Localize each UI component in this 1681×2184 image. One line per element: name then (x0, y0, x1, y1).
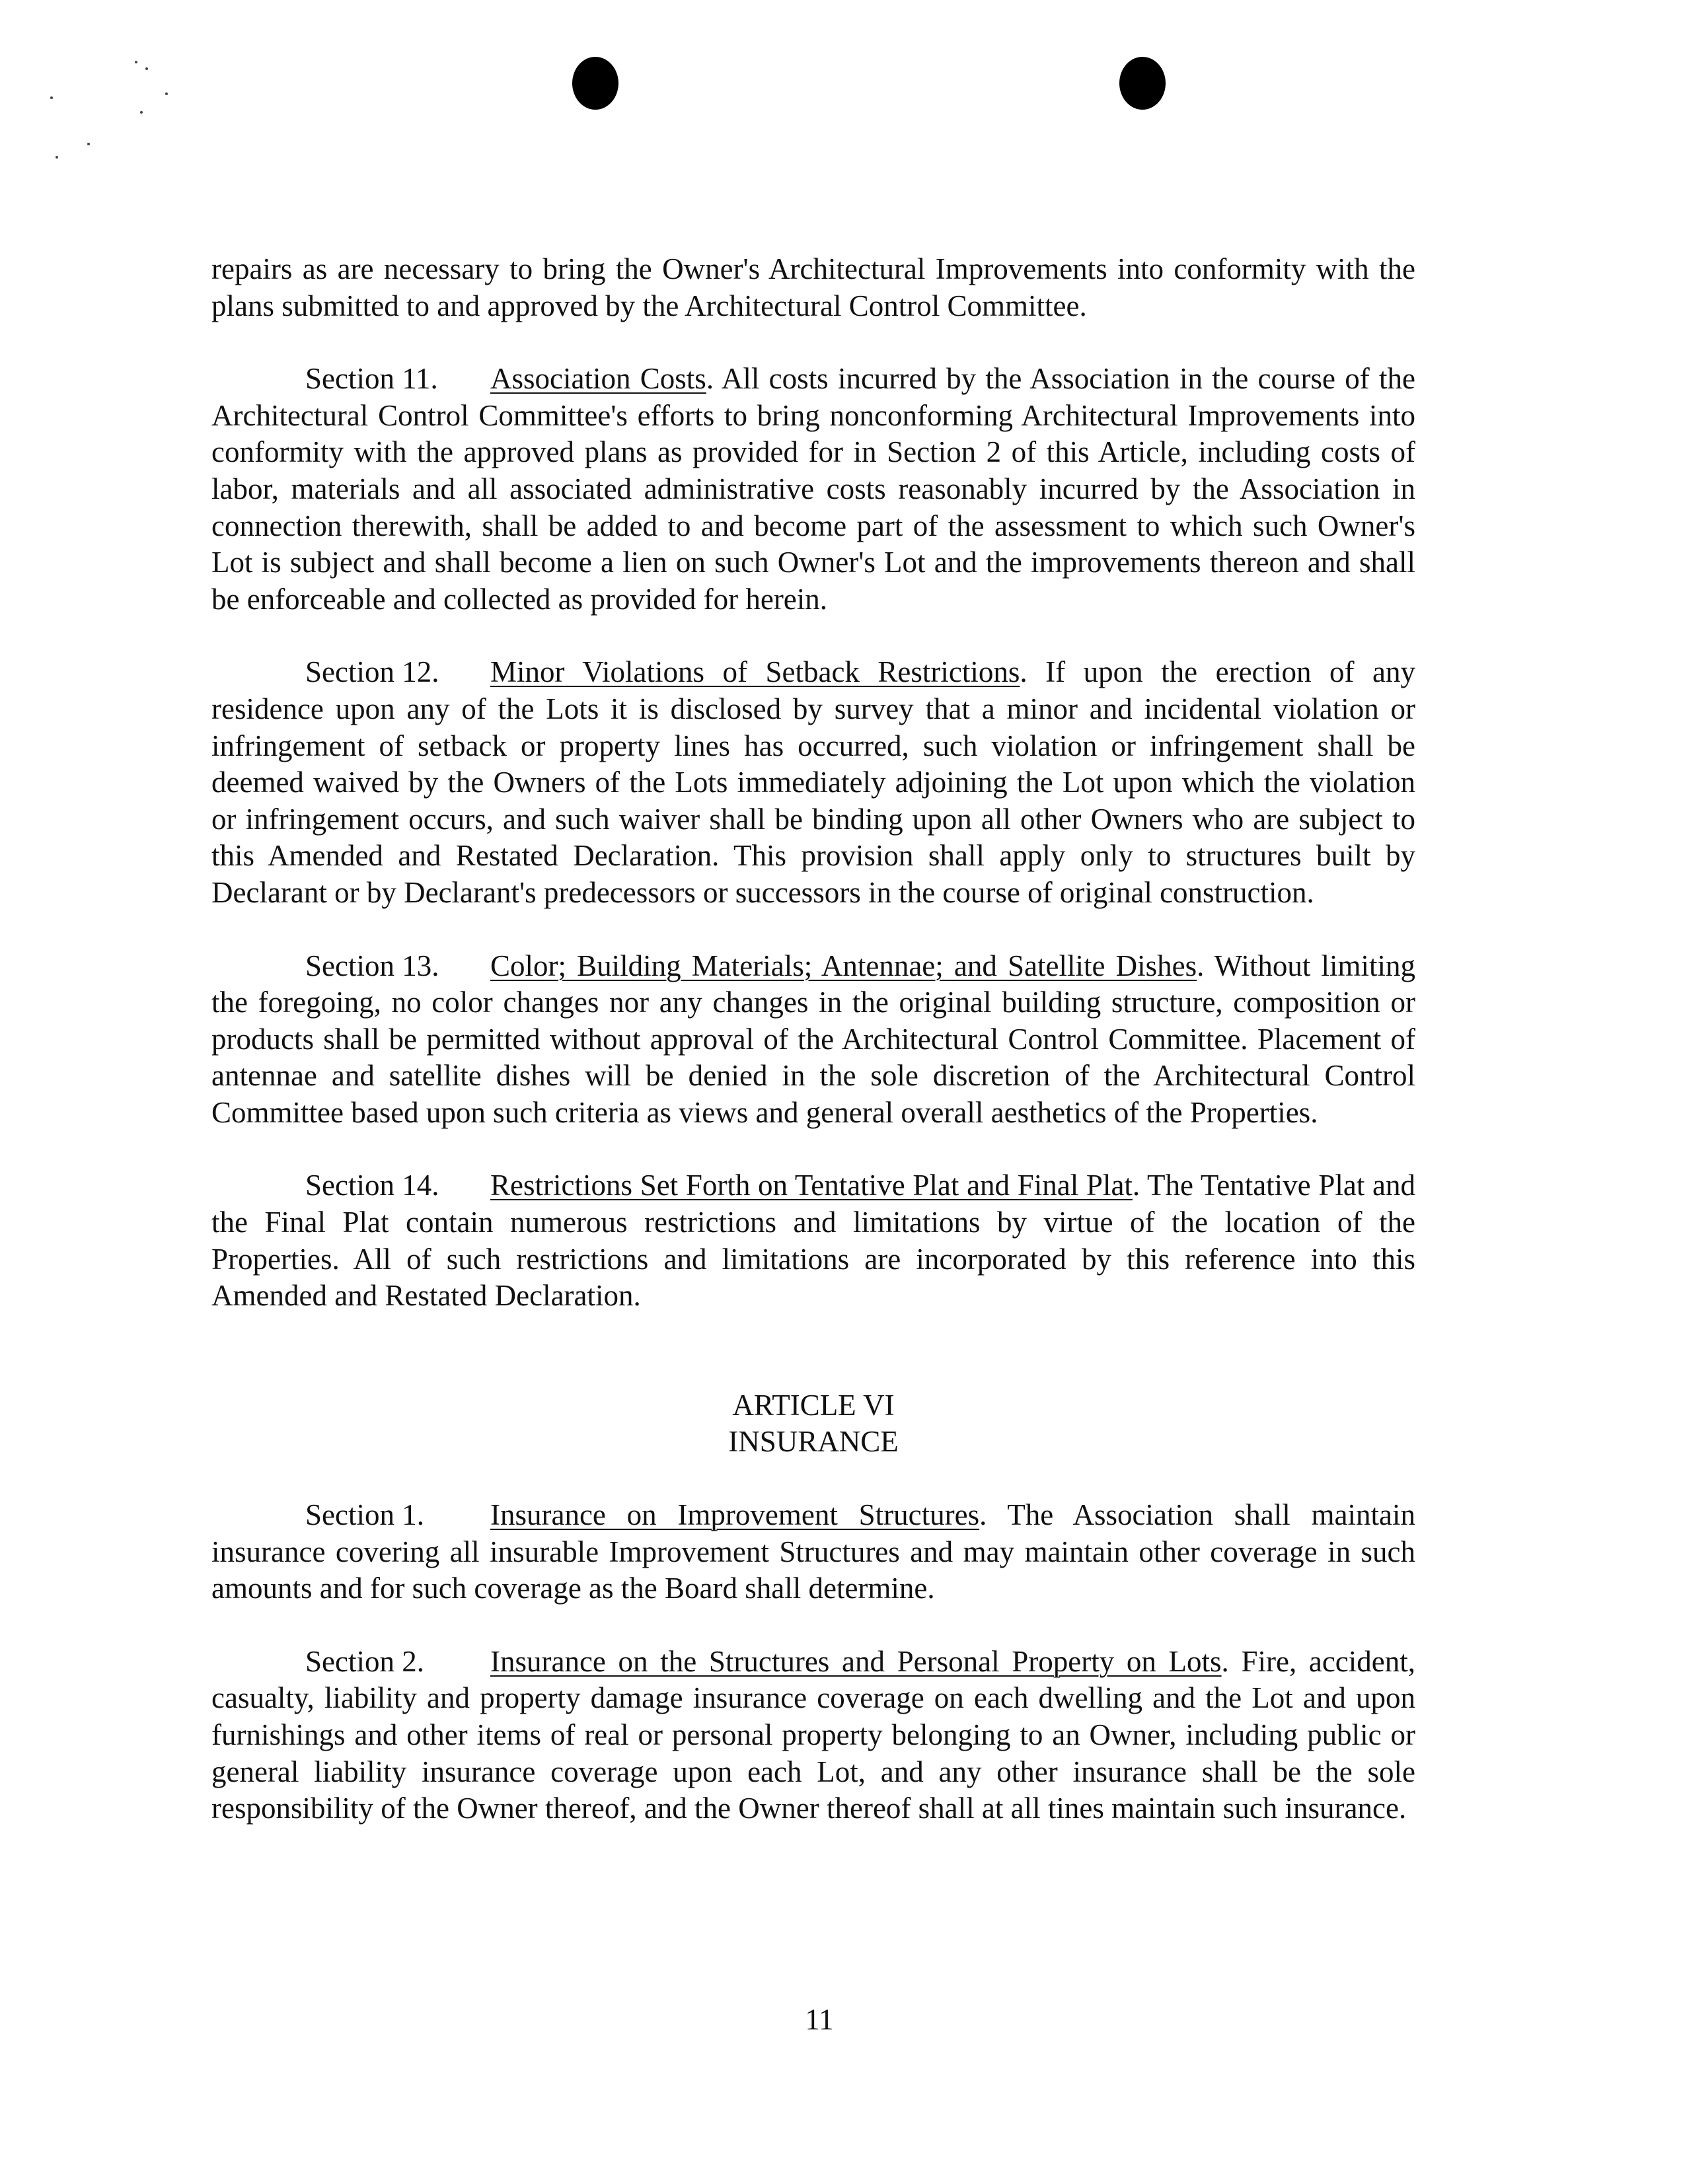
punch-hole-right (1119, 57, 1166, 110)
scan-speck (165, 92, 168, 95)
scan-speck (145, 67, 148, 70)
section-body: . If upon the erection of any residence upon any of the Lots it is disclosed by survey that a minor and incidental violation or infringement of setback or property lines has occurred, such violation or infringement shall be deemed waived by the Owners of the Lots immediately adjoining the Lot upon which the violation or infringement occurs, and such waiver shall be binding upon all other Owners who are subject to this Amended and Restated Declaration. This provision shall apply only to structures built by Declarant or by Declarant's predecessors or successors in the course of original construction. (211, 655, 1415, 909)
scan-speck (135, 61, 137, 63)
section-13 (211, 948, 1415, 1132)
section-11 (211, 361, 1415, 618)
intro-paragraph (211, 251, 1415, 324)
section-body: . Without limiting the foregoing, no color changes nor any changes in the original building structure, composition or products shall be permitted without approval of the Architectural Control Committee. Placement of antennae and satellite dishes will be denied in the sole discretion of the Architectural Control Committee based upon such criteria as views and general overall aesthetics of the Properties. (211, 949, 1415, 1129)
section-body: . Fire, accident, casualty, liability and property damage insurance coverage on each dwelling and the Lot and upon furnishings and other items of real or personal property belonging to an Owner, including public or general liability insurance coverage upon each Lot, and any other insurance shall be the sole responsibility of the Owner thereof, and the Owner thereof shall at all tines maintain such insurance. (211, 1644, 1416, 1825)
scan-speck (140, 111, 143, 114)
scan-speck (50, 96, 53, 99)
section-14 (211, 1167, 1415, 1314)
document-body (211, 251, 1415, 1864)
section-title: Association Costs (490, 362, 706, 396)
page-number: 11 (805, 2003, 834, 2036)
section-title: Insurance on Improvement Structures (490, 1498, 980, 1532)
section-label: Section 12. (305, 655, 439, 689)
section-body: . All costs incurred by the Association in the course of the Architectural Control Committee's efforts to bring nonconforming Architectural Improvements into conformity with the approved plans as provided for in Section 2 of this Article, including costs of labor, materials and all associated administrative costs reasonably incurred by the Association in connection therewith, shall be added to and become part of the assessment to which such Owner's Lot is subject and shall become a lien on such Owner's Lot and the improvements thereon and shall be enforceable and collected as provided for herein. (211, 362, 1415, 616)
article-heading (211, 1387, 1415, 1461)
section-label: Section 2. (305, 1644, 424, 1678)
intro-text: repairs as are necessary to bring the Owner's Architectural Improvements into conformity with the plans submitted to and approved by the Architectural Control Committee. (211, 252, 1415, 322)
scan-speck (87, 143, 90, 145)
section-title: Restrictions Set Forth on Tentative Plat and Final Plat (490, 1169, 1133, 1202)
section-title: Color; Building Materials; Antennae; and Satellite Dishes (490, 949, 1197, 982)
section-label: Section 13. (305, 949, 439, 982)
article-number: ARTICLE VI (732, 1388, 895, 1422)
article6-section-1 (211, 1497, 1415, 1607)
scan-speck (56, 156, 58, 159)
article6-section-2 (211, 1644, 1415, 1827)
section-label: Section 1. (305, 1498, 424, 1532)
punch-hole-left (572, 57, 618, 110)
section-label: Section 14. (305, 1169, 439, 1202)
section-title: Minor Violations of Setback Restrictions (490, 655, 1020, 689)
section-body: . The Association shall maintain insurance covering all insurable Improvement Structures and may maintain other coverage in such amounts and for such coverage as the Board shall determine. (211, 1498, 1415, 1605)
section-title: Insurance on the Structures and Personal Property on Lots (490, 1644, 1222, 1678)
section-body: . The Tentative Plat and the Final Plat contain numerous restrictions and limitations by virtue of the location of the Properties. All of such restrictions and limitations are incorporated by this reference into this Amended and Restated Declaration. (211, 1169, 1415, 1313)
section-label: Section 11. (305, 362, 438, 396)
article-title: INSURANCE (728, 1425, 899, 1459)
section-12 (211, 654, 1415, 911)
